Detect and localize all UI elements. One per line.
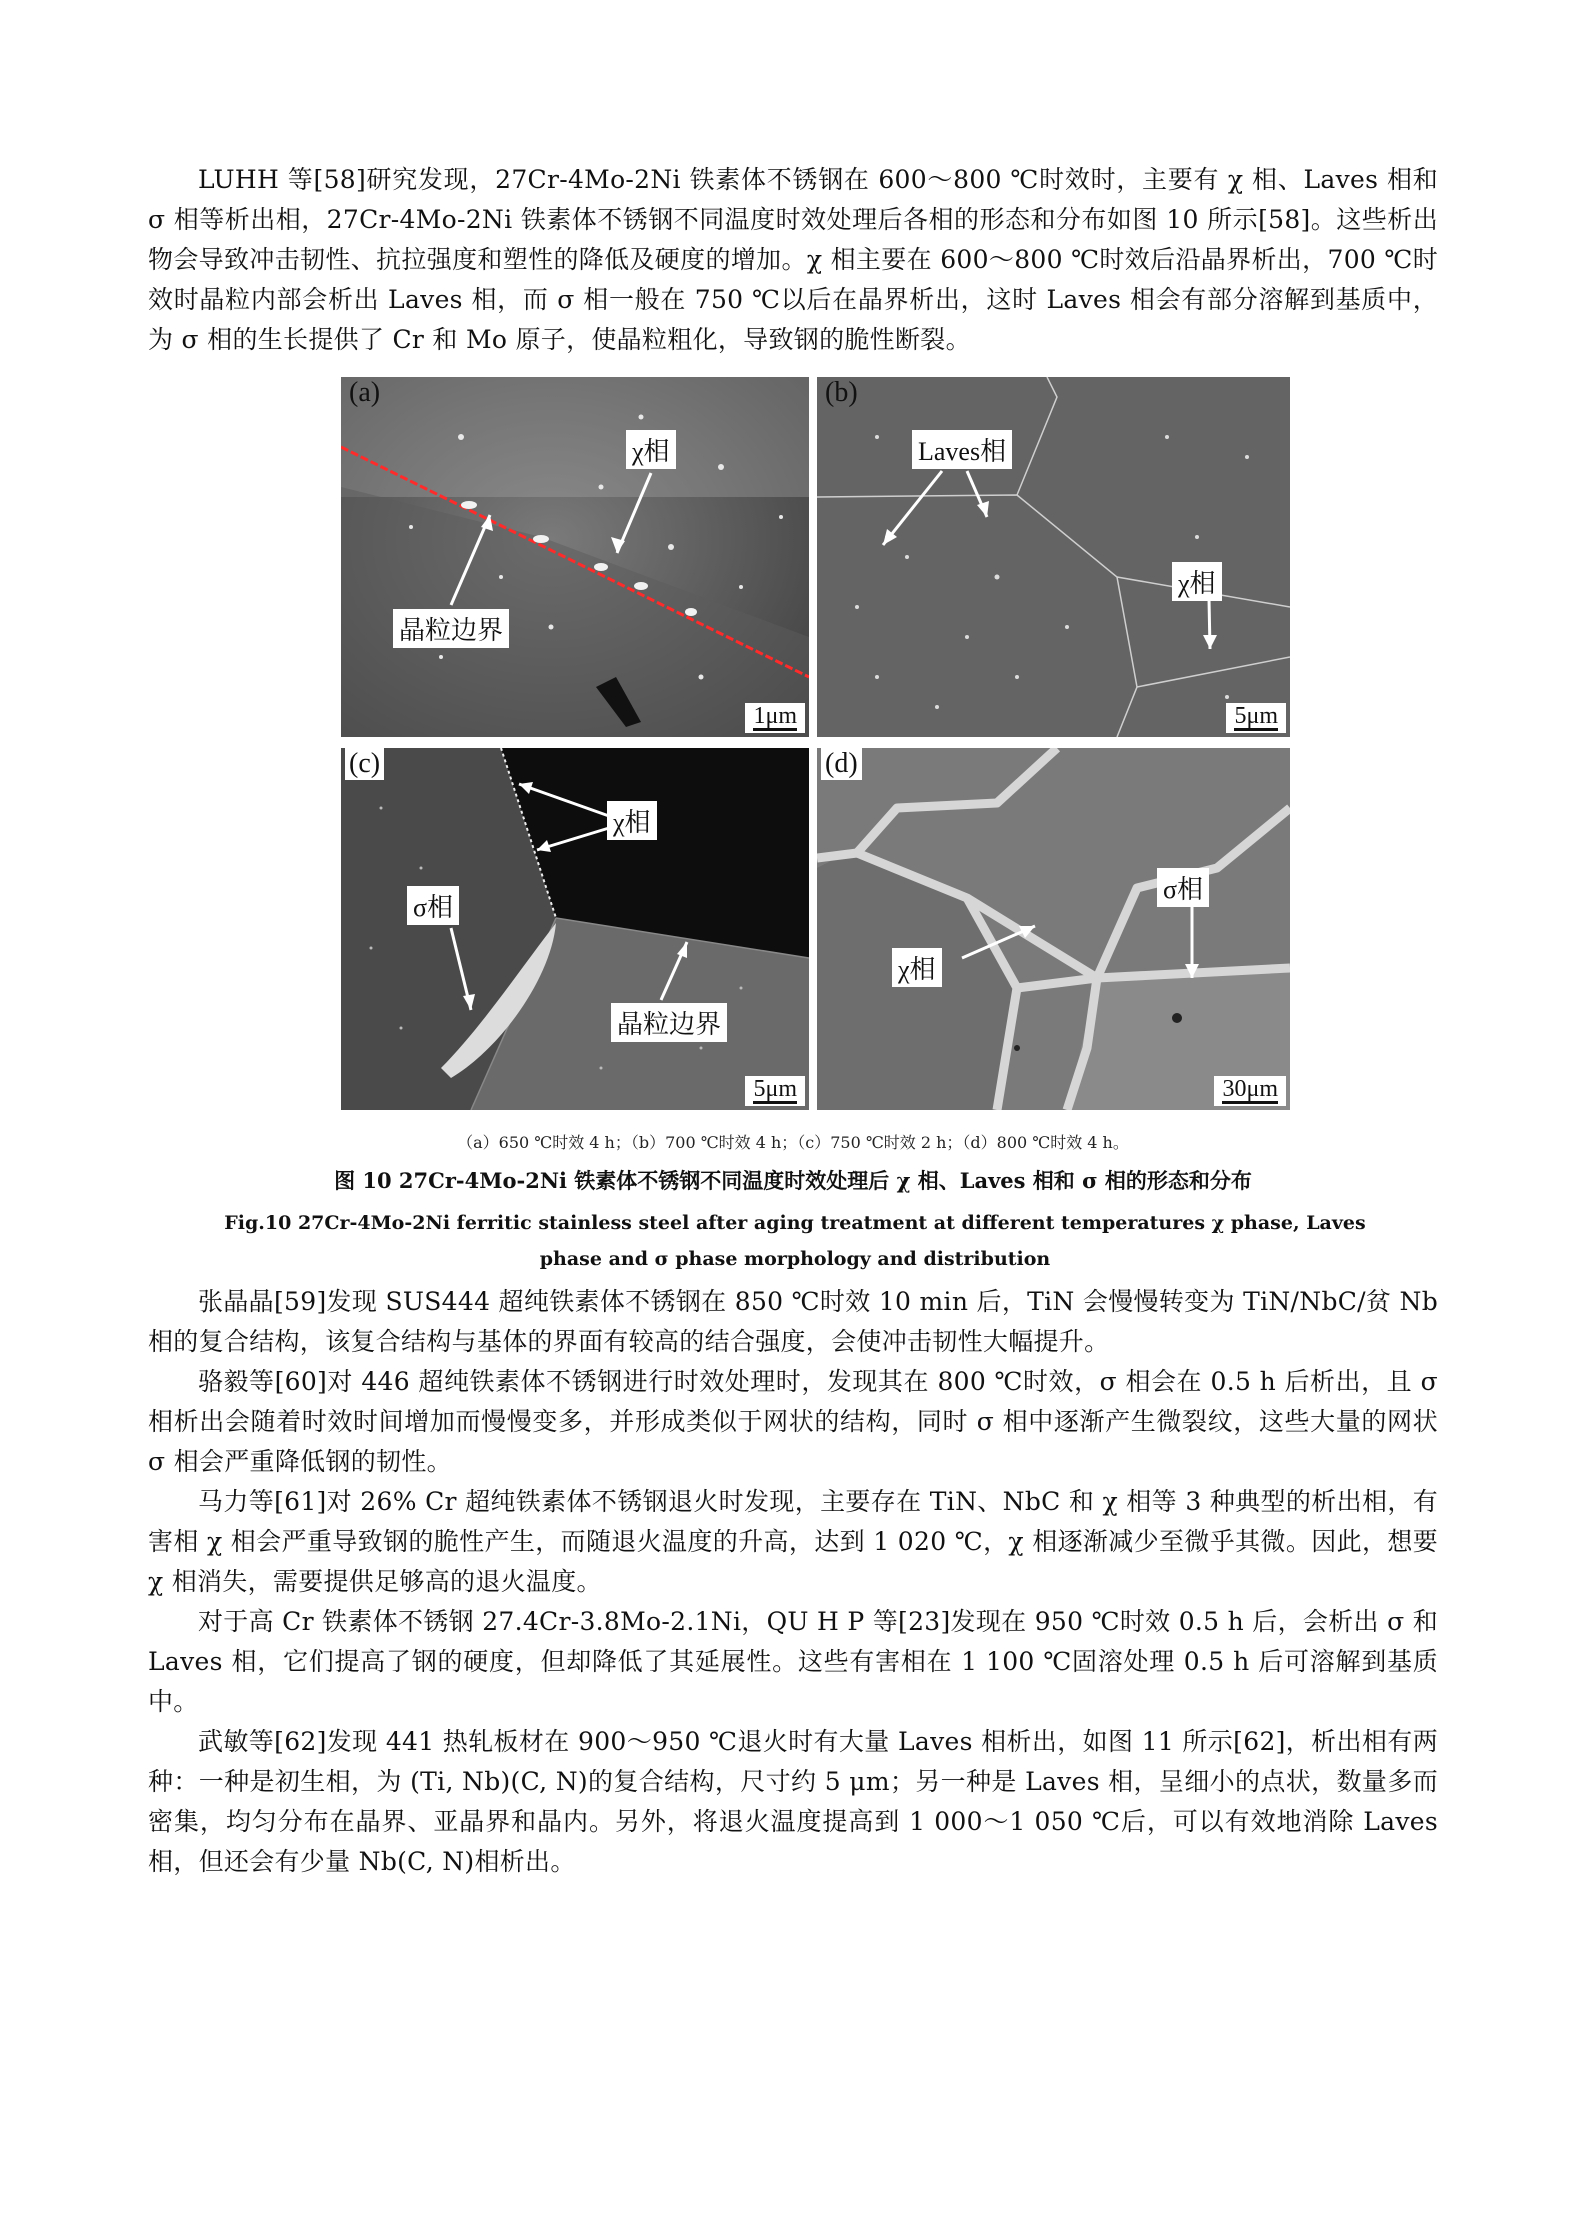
- panel-d-sigma-label: σ相: [1157, 868, 1209, 907]
- panel-a-chi-label: χ相: [626, 430, 676, 469]
- panel-c-boundary-label: 晶粒边界: [611, 1003, 727, 1042]
- panel-b-label: (b): [825, 377, 858, 408]
- figure-caption-english: Fig.10 27Cr-4Mo-2Ni ferritic stainless steel after aging treatment at different temperatures χ phase, Laves phase and σ phase morphology and distribution: [224, 1212, 1366, 1270]
- panel-a-label: (a): [349, 377, 381, 408]
- micrograph-d: [817, 748, 1290, 1110]
- panel-b-chi-label: χ相: [1172, 562, 1222, 601]
- panel-b-laves-label: Laves相: [912, 430, 1012, 469]
- paragraph-4: 马力等[61]对 26% Cr 超纯铁素体不锈钢退火时发现，主要存在 TiN、NbC 和 χ 相等 3 种典型的析出相，有害相 χ 相会严重导致钢的脆性产生，而随退火温度的升高，达到 1 020 ℃，χ 相逐渐减少至微乎其微。因此，想要 χ 相消失，需要提供足够高的退火温度。: [148, 1487, 1438, 1596]
- panel-c-sigma-label: σ相: [407, 886, 459, 925]
- panel-c-scale-text: 5μm: [753, 1076, 797, 1102]
- micrograph-c: [341, 748, 809, 1110]
- panel-c-label: (c): [345, 748, 384, 780]
- panel-b-scalebar: [1226, 703, 1286, 733]
- panel-c-chi-label: χ相: [607, 801, 657, 840]
- panel-c-scalebar: [745, 1076, 805, 1106]
- paragraph-3: 骆毅等[60]对 446 超纯铁素体不锈钢进行时效处理时，发现其在 800 ℃时效，σ 相会在 0.5 h 后析出，且 σ 相析出会随着时效时间增加而慢慢变多，并形成类似于网状的结构，同时 σ 相中逐渐产生微裂纹，这些大量的网状 σ 相会严重降低钢的韧性。: [148, 1367, 1438, 1476]
- figure-caption-chinese: 图 10 27Cr-4Mo-2Ni 铁素体不锈钢不同温度时效处理后 χ 相、Laves 相和 σ 相的形态和分布: [334, 1168, 1252, 1193]
- panel-b-scale-text: 5μm: [1234, 703, 1278, 729]
- micrograph-c-image: [341, 748, 809, 1110]
- panel-a-scalebar: [745, 703, 805, 733]
- panel-a-boundary-label: 晶粒边界: [393, 609, 509, 648]
- panel-d-label: (d): [821, 748, 862, 780]
- micrograph-a-image: [341, 377, 809, 737]
- paragraph-1: LUHH 等[58]研究发现，27Cr-4Mo-2Ni 铁素体不锈钢在 600～800 ℃时效时，主要有 χ 相、Laves 相和 σ 相等析出相，27Cr-4Mo-2Ni 铁素体不锈钢不同温度时效处理后各相的形态和分布如图 10 所示[58]。这些析出物会导致冲击韧性、抗拉强度和塑性的降低及硬度的增加。χ 相主要在 600～800 ℃时效后沿晶界析出，700 ℃时效时晶粒内部会析出 Laves 相，而 σ 相一般在 750 ℃以后在晶界析出，这时 Laves 相会有部分溶解到基质中，为 σ 相的生长提供了 Cr 和 Mo 原子，使晶粒粗化，导致钢的脆性断裂。: [148, 165, 1438, 354]
- panel-d-scale-text: 30μm: [1222, 1076, 1278, 1102]
- micrograph-b: [817, 377, 1290, 737]
- panel-d-scalebar: [1214, 1076, 1286, 1106]
- paragraph-5: 对于高 Cr 铁素体不锈钢 27.4Cr-3.8Mo-2.1Ni，QU H P 等[23]发现在 950 ℃时效 0.5 h 后，会析出 σ 和 Laves 相，它们提高了钢的硬度，但却降低了其延展性。这些有害相在 1 100 ℃固溶处理 0.5 h 后可溶解到基质中。: [148, 1607, 1438, 1716]
- panel-a-scale-text: 1μm: [753, 703, 797, 729]
- paragraph-6: 武敏等[62]发现 441 热轧板材在 900～950 ℃退火时有大量 Laves 相析出，如图 11 所示[62]，析出相有两种：一种是初生相，为 (Ti, Nb)(C, N)的复合结构，尺寸约 5 μm；另一种是 Laves 相，呈细小的点状，数量多而密集，均匀分布在晶界、亚晶界和晶内。另外，将退火温度提高到 1 000～1 050 ℃后，可以有效地消除 Laves 相，但还会有少量 Nb(C, N)相析出。: [148, 1727, 1438, 1876]
- micrograph-d-image: [817, 748, 1290, 1110]
- paragraph-2: 张晶晶[59]发现 SUS444 超纯铁素体不锈钢在 850 ℃时效 10 min 后，TiN 会慢慢转变为 TiN/NbC/贫 Nb 相的复合结构，该复合结构与基体的界面有较高的结合强度，会使冲击韧性大幅提升。: [148, 1287, 1438, 1356]
- micrograph-a: [341, 377, 809, 737]
- figure-subcaption: （a）650 ℃时效 4 h；（b）700 ℃时效 4 h；（c）750 ℃时效 2 h；（d）800 ℃时效 4 h。: [457, 1133, 1129, 1152]
- panel-d-chi-label: χ相: [892, 948, 942, 987]
- micrograph-b-image: [817, 377, 1290, 737]
